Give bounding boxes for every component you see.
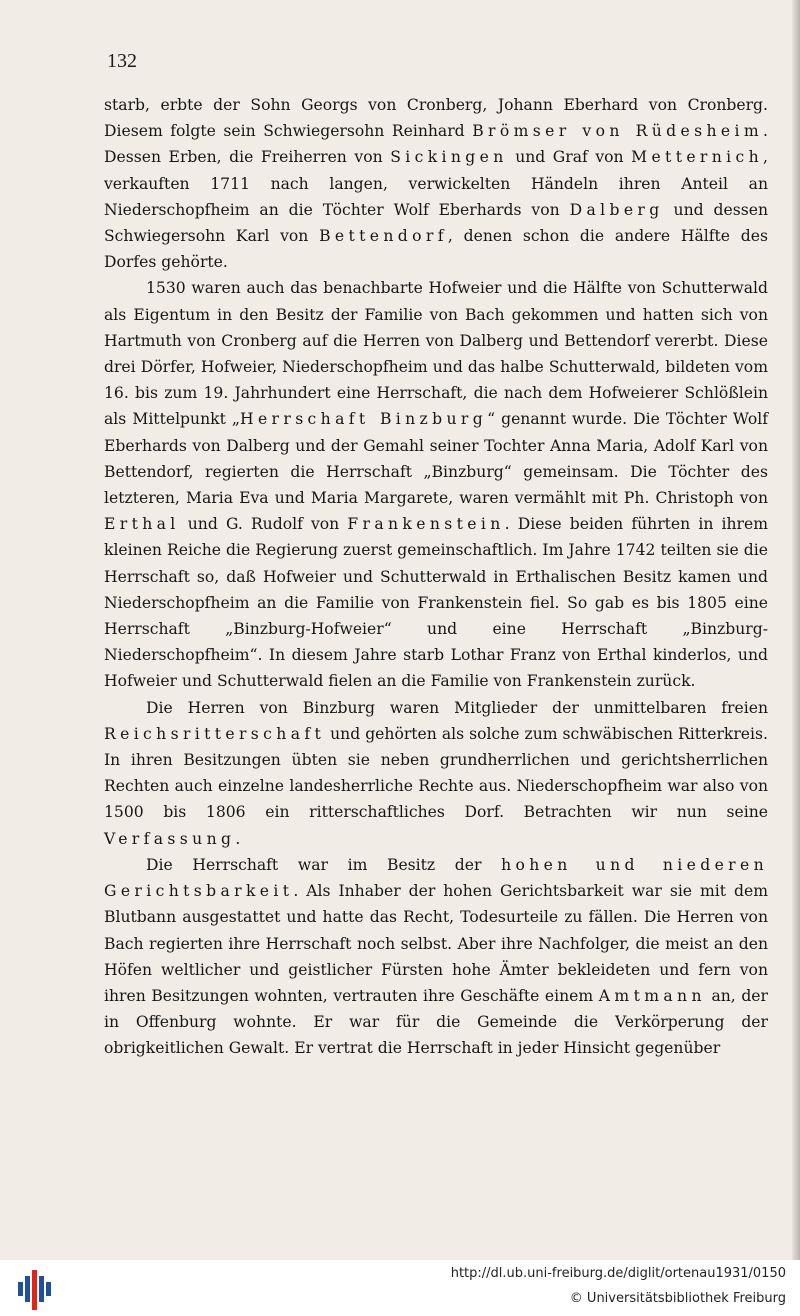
spaced-name: Herrschaft Binzburg [239, 410, 488, 429]
text-run: Die Herrschaft war im Besitz der [146, 855, 502, 874]
paragraph-2 [104, 275, 768, 694]
text-run: und gehörten als solche zum schwäbischen Ritterkreis. In ihren Besitzungen übten sie neben grundherrlichen und gerichtsherrlichen Rechten auch einzelne landesherrliche Rechte aus. Niederschopfheim war also von 1500 bis 1806 ein ritterschaftliches Dorf. Betrachten wir nun seine [104, 724, 768, 822]
paragraph-1 [104, 92, 768, 275]
spaced-name: hohen und niederen Gerichtsbarkeit [104, 855, 768, 901]
text-run: . Dessen Erben, die Freiherren von [104, 122, 768, 167]
spaced-name: Brömser von Rüdesheim [472, 122, 764, 141]
permalink[interactable]: http://dl.ub.uni-freiburg.de/diglit/ortenau1931/0150 [450, 1266, 786, 1281]
text-run: . Als Inhaber der hohen Gerichtsbarkeit war sie mit dem Blutbann ausgestattet und hatte das Recht, Todesurteile zu fällen. Die Herren von Bach regierten ihre Herrschaft noch selbst. Aber ihre Nachfolger, die meist an den Höfen weltlicher und geistlicher Fürsten hohe Ämter bekleideten und fern von ihren Besitzungen wohnten, vertrauten ihre Geschäfte einem [104, 882, 768, 1005]
text-run: , verkauften 1711 nach langen, verwickelten Händeln ihren Anteil an Niederschopfheim an die Töchter Wolf Eberhards von [104, 148, 768, 219]
spaced-name: Frankenstein [347, 515, 505, 534]
text-run: starb, erbte der Sohn Georgs von Cronberg, Johann Eberhard von Cronberg. Diesem folgte sein Schwiegersohn Reinhard [104, 96, 768, 141]
spaced-name: Bettendorf [319, 227, 448, 246]
logo-bar [46, 1282, 51, 1296]
text-run: . Diese beiden führten in ihrem kleinen Reiche die Regierung zuerst gemeinschaftlich. Im Jahre 1742 teilten sie die Herrschaft so, daß Hofweier und Schutterwald in Erthalischen Besitz kamen und Niederschopfheim an die Familie von Frankenstein fiel. So gab es bis 1805 eine Herrschaft „Binzburg-Hofweier“ und eine Herrschaft „Binzburg-Niederschopfheim“. In diesem Jahre starb Lothar Franz von Erthal kinderlos, und Hofweier und Schutterwald fielen an die Familie von Frankenstein zurück. [104, 515, 768, 691]
page-edge-shadow [792, 0, 800, 1260]
paragraph-4 [104, 852, 768, 1062]
text-run: “ genannt wurde. Die Töchter Wolf Eberhards von Dalberg und der Gemahl seiner Tochter Anna Maria, Adolf Karl von Bettendorf, regierten die Herrschaft „Binzburg“ gemeinsam. Die Töchter des letzteren, Maria Eva und Maria Margarete, waren vermählt mit Ph. Christoph von [104, 410, 769, 508]
text-run: . [235, 829, 241, 848]
spaced-name: Verfassung [104, 829, 236, 848]
copyright-notice: © Universitätsbibliothek Freiburg [569, 1291, 786, 1306]
spaced-name: Dalberg [569, 200, 664, 219]
spaced-name: Reichsritterschaft [104, 724, 326, 743]
spaced-name: Sickingen [390, 148, 508, 167]
text-run: 1530 waren auch das benachbarte Hofweier und die Hälfte von Schutterwald als Eigentum in den Besitz der Familie von Bach gekommen und hatten sich von Hartmuth von Cronberg auf die Herren von Dalberg und Bettendorf vererbt. Diese drei Dörfer, Hofweier, Niederschopfheim und das halbe Schutterwald, bildeten vom 16. bis zum 19. Jahrhundert eine Herrschaft, die nach dem Hofweierer Schlößlein als Mittelpunkt „ [104, 279, 768, 429]
text-run: und Graf von [507, 148, 632, 167]
viewer-footer [0, 1260, 800, 1316]
text-run: an, der in Offenburg wohnte. Er war für die Gemeinde die Verkörperung der obrigkeitlichen Gewalt. Er vertrat die Herrschaft in jeder Hinsicht gegenüber [104, 986, 768, 1058]
logo-bar [32, 1270, 37, 1310]
spaced-name: Metternich [631, 148, 764, 167]
text-run: und dessen Schwiegersohn Karl von [104, 200, 769, 246]
text-run: und G. Rudolf von [179, 515, 348, 534]
logo-bar [18, 1282, 23, 1296]
page-number: 132 [107, 50, 137, 72]
logo-bar [25, 1276, 30, 1302]
spaced-name: Erthal [104, 515, 180, 534]
body-text [104, 92, 768, 1062]
spaced-name: Amtmann [598, 986, 706, 1005]
paragraph-3 [104, 695, 768, 852]
text-run: Die Herren von Binzburg waren Mitglieder der unmittelbaren freien [146, 698, 768, 717]
university-library-logo-icon [14, 1270, 54, 1310]
text-run: , denen schon die andere Hälfte des Dorfes gehörte. [104, 227, 768, 272]
logo-bar [39, 1276, 44, 1302]
